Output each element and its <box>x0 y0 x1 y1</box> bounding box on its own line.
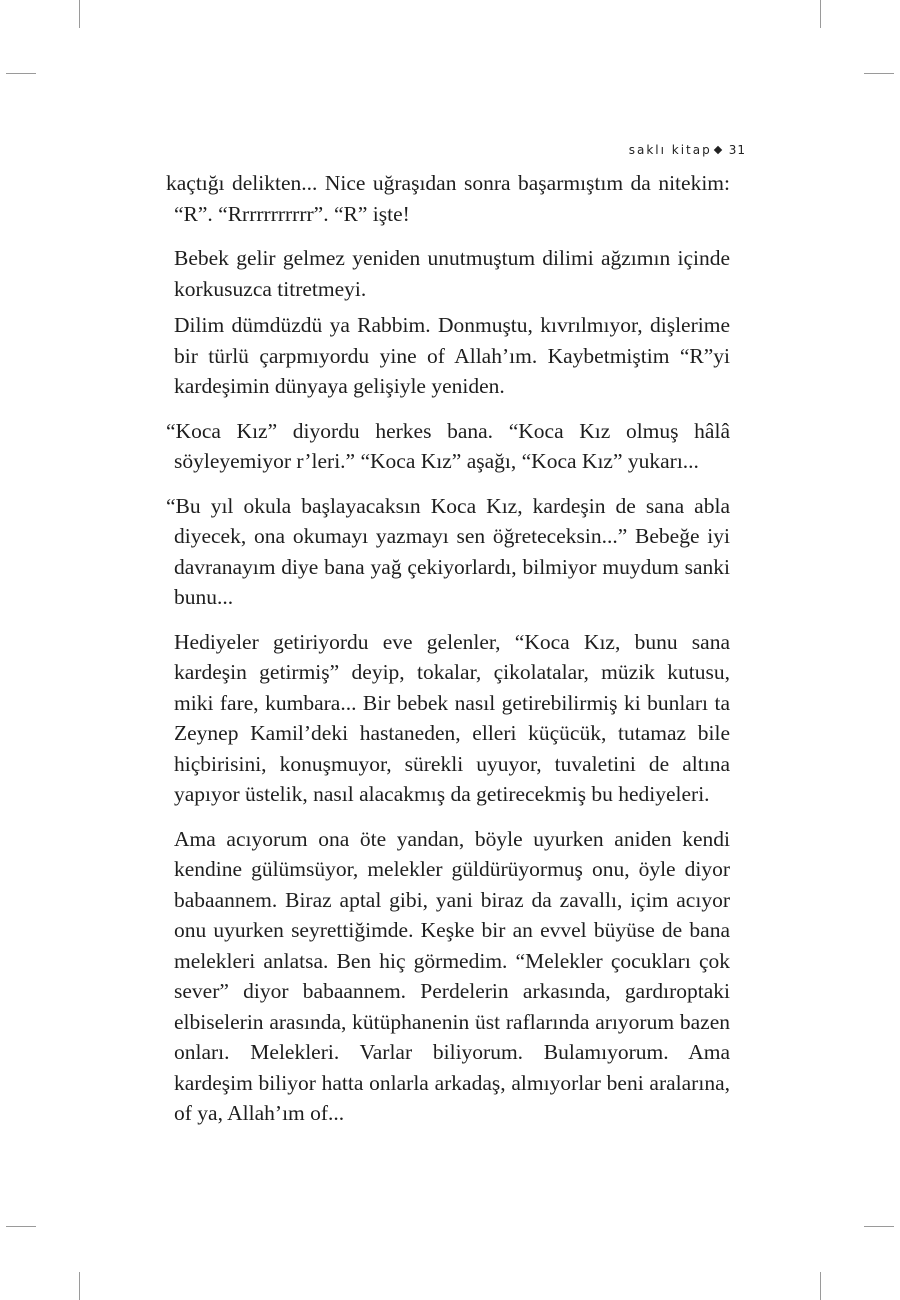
crop-mark-top-right <box>820 0 821 28</box>
page-number: 31 <box>728 143 746 157</box>
crop-mark-bottom-right <box>820 1272 821 1300</box>
crop-mark-left-upper <box>6 73 36 74</box>
paragraph-5: “Bu yıl okula başlayacaksın Koca Kız, kardeşin de sana abla diyecek, ona okumayı yazmayı sen öğreteceksin...” Bebeğe iyi davranayım diye bana yağ çekiyorlardı, bilmiyor muydum sanki bunu... <box>166 493 730 609</box>
paragraph-7: Ama acıyorum ona öte yandan, böyle uyurken aniden kendi kendine gülümsüyor, melekler güldürüyormuş onu, öyle diyor babaannem. Biraz aptal gibi, yani biraz da zavallı, içim acıyor onu uyurken seyrettiğimde. Keşke bir an evvel büyüse de bana melekleri anlatsa. Ben hiç görmedim. “Melekler çocukları çok sever” diyor babaannem. Perdelerin arkasında, gardıroptaki elbiselerin arasında, kütüphanenin üst raflarında arıyorum bazen onları. Melekleri. Varlar biliyorum. Bulamıyorum. Ama kardeşim biliyor hatta onlarla arkadaş, almıyorlar beni aralarına, of ya, Allah’ım of... <box>174 826 730 1125</box>
paragraph-3: Dilim dümdüzdü ya Rabbim. Donmuştu, kıvrılmıyor, dişlerime bir türlü çarpmıyordu yine of Allah’ım. Kaybetmiştim “R”yi kardeşimin dünyaya gelişiyle yeniden. <box>174 313 730 398</box>
crop-mark-top-left <box>79 0 80 28</box>
running-head <box>629 143 746 157</box>
crop-mark-left-lower <box>6 1226 36 1227</box>
paragraph-6: Hediyeler getiriyordu eve gelenler, “Koca Kız, bunu sana kardeşin getirmiş” deyip, tokalar, çikolatalar, müzik kutusu, miki fare, kumbara... Bir bebek nasıl getirebilirmiş ki bunları ta Zeynep Kamil’deki hastaneden, elleri küçücük, tutamaz bile hiçbirisini, konuşmuyor, sürekli uyuyor, tuvaletini de altına yapıyor üstelik, nasıl alacakmış da getirecekmiş bu hediyeleri. <box>174 629 730 806</box>
paragraph-1: kaçtığı delikten... Nice uğraşıdan sonra başarmıştım da nitekim: “R”. “Rrrrrrrrrrr”. “R” işte! <box>166 171 730 226</box>
crop-mark-right-lower <box>864 1226 894 1227</box>
crop-mark-right-upper <box>864 73 894 74</box>
paragraph-2: Bebek gelir gelmez yeniden unutmuştum dilimi ağzımın içinde korkusuzca titretmeyi. <box>174 246 730 301</box>
body-text <box>166 168 730 1129</box>
paragraph-4: “Koca Kız” diyordu herkes bana. “Koca Kız olmuş hâlâ söyleyemiyor r’leri.” “Koca Kız” aşağı, “Koca Kız” yukarı... <box>166 418 730 473</box>
book-title: saklı kitap <box>628 143 712 157</box>
diamond-bullet-icon <box>713 146 721 154</box>
crop-mark-bottom-left <box>79 1272 80 1300</box>
